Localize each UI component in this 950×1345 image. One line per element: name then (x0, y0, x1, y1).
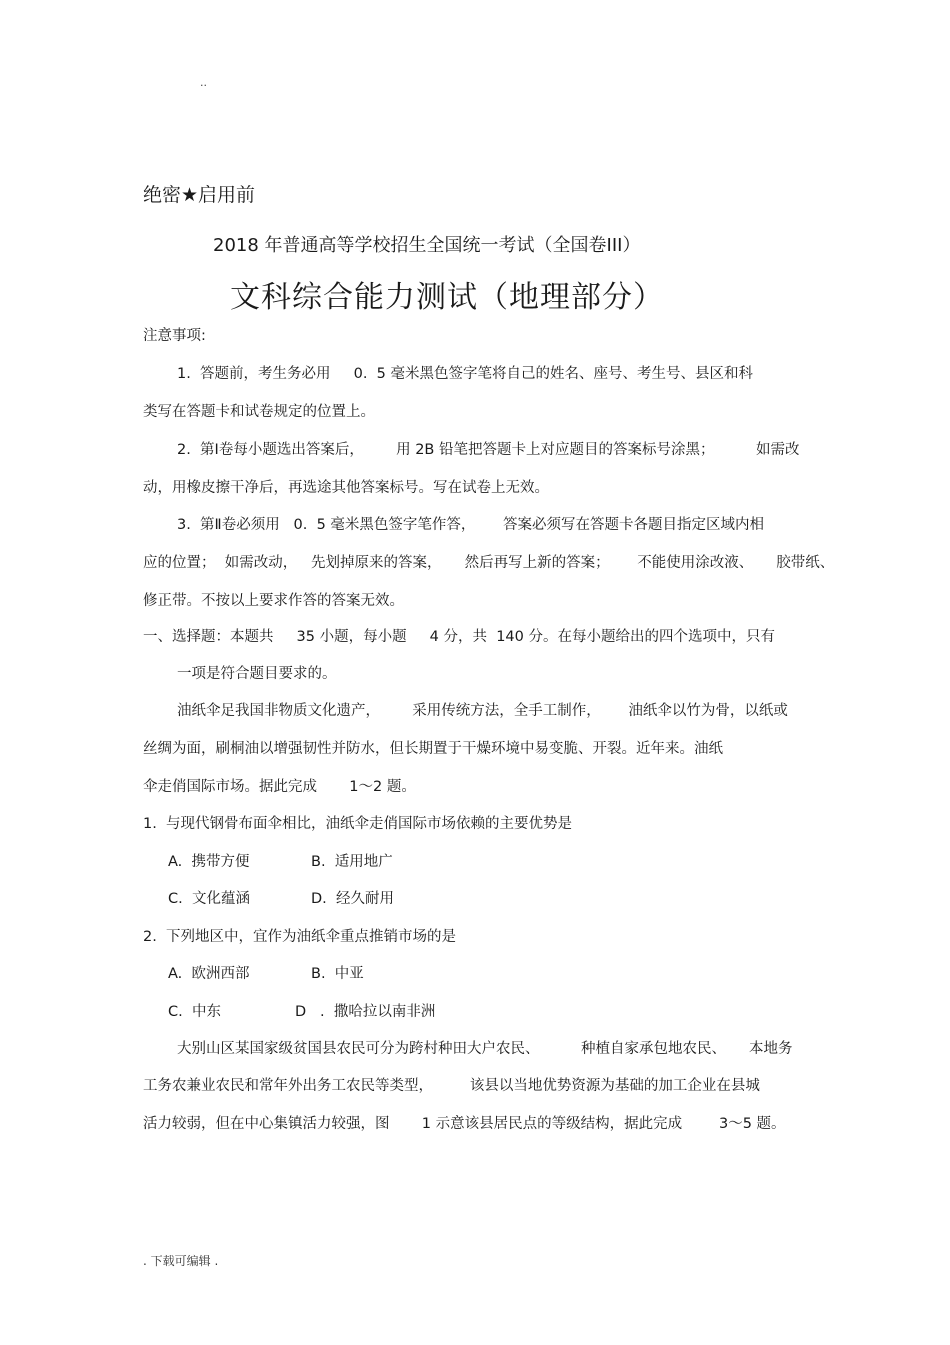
notice-heading: 注意事项: (143, 328, 206, 344)
notice-item-1-line-1: 1. 答题前，考生务必用 0. 5 毫米黑色签字笔将自己的姓名、座号、考生号、县区和科 (177, 366, 753, 382)
passage-1-line-3: 伞走俏国际市场。据此完成 1～2 题。 (143, 779, 416, 795)
notice-item-3-line-1: 3. 第Ⅱ卷必须用 0. 5 毫米黑色签字笔作答， 答案必须写在答题卡各题目指定区域内相 (177, 517, 765, 533)
passage-1-line-2: 丝绸为面，刷桐油以增强韧性并防水，但长期置于干燥环境中易变脆、开裂。近年来。油纸 (143, 741, 723, 757)
notice-item-2-line-1: 2. 第Ⅰ卷每小题选出答案后， 用 2B 铅笔把答题卡上对应题目的答案标号涂黑； 如需改 (177, 442, 800, 458)
notice-item-1-line-2: 类写在答题卡和试卷规定的位置上。 (143, 404, 375, 420)
passage-2-line-1: 大别山区某国家级贫国县农民可分为跨村种田大户农民、 种植自家承包地农民、 本地务 (177, 1041, 793, 1057)
passage-2-line-3: 活力较弱，但在中心集镇活力较强，图 1 示意该县居民点的等级结构，据此完成 3～5 题。 (143, 1116, 786, 1132)
question-2-option-c: C. 中东 (168, 1004, 221, 1020)
secret-label: 绝密★启用前 (143, 184, 256, 206)
notice-item-3-line-2: 应的位置； 如需改动， 先划掉原来的答案， 然后再写上新的答案； 不能使用涂改液、 胶带纸、 (143, 555, 835, 571)
passage-1-line-1: 油纸伞足我国非物质文化遗产， 采用传统方法，全手工制作， 油纸伞以竹为骨，以纸或 (177, 703, 788, 719)
section-1-line-2: 一项是符合题目要求的。 (177, 666, 337, 682)
notice-item-3-line-3: 修正带。不按以上要求作答的答案无效。 (143, 593, 404, 609)
question-1-option-d: D. 经久耐用 (311, 891, 394, 907)
subject-title: 文科综合能力测试（地理部分） (230, 280, 664, 315)
question-1-option-c: C. 文化蕴涵 (168, 891, 250, 907)
question-1-option-a: A. 携带方便 (168, 854, 250, 870)
header-dots: .. (200, 76, 207, 89)
notice-item-2-line-2: 动，用橡皮擦干净后，再选途其他答案标号。写在试卷上无效。 (143, 480, 549, 496)
footer-note: . 下载可编辑 . (143, 1254, 219, 1268)
question-1-stem: 1. 与现代钢骨布面伞相比，油纸伞走俏国际市场依赖的主要优势是 (143, 816, 573, 832)
question-2-option-b: B. 中亚 (311, 966, 364, 982)
question-1-option-b: B. 适用地广 (311, 854, 393, 870)
question-2-option-a: A. 欧洲西部 (168, 966, 250, 982)
passage-2-line-2: 工务农兼业农民和常年外出务工农民等类型， 该县以当地优势资源为基础的加工企业在县城 (143, 1078, 760, 1094)
exam-title: 2018 年普通高等学校招生全国统一考试（全国卷III） (213, 235, 641, 256)
question-2-stem: 2. 下列地区中，宜作为油纸伞重点推销市场的是 (143, 929, 457, 945)
question-2-option-d: D . 撒哈拉以南非洲 (295, 1004, 436, 1020)
section-1-line-1: 一、选择题：本题共 35 小题，每小题 4 分，共 140 分。在每小题给出的四个选项中，只有 (143, 629, 775, 645)
